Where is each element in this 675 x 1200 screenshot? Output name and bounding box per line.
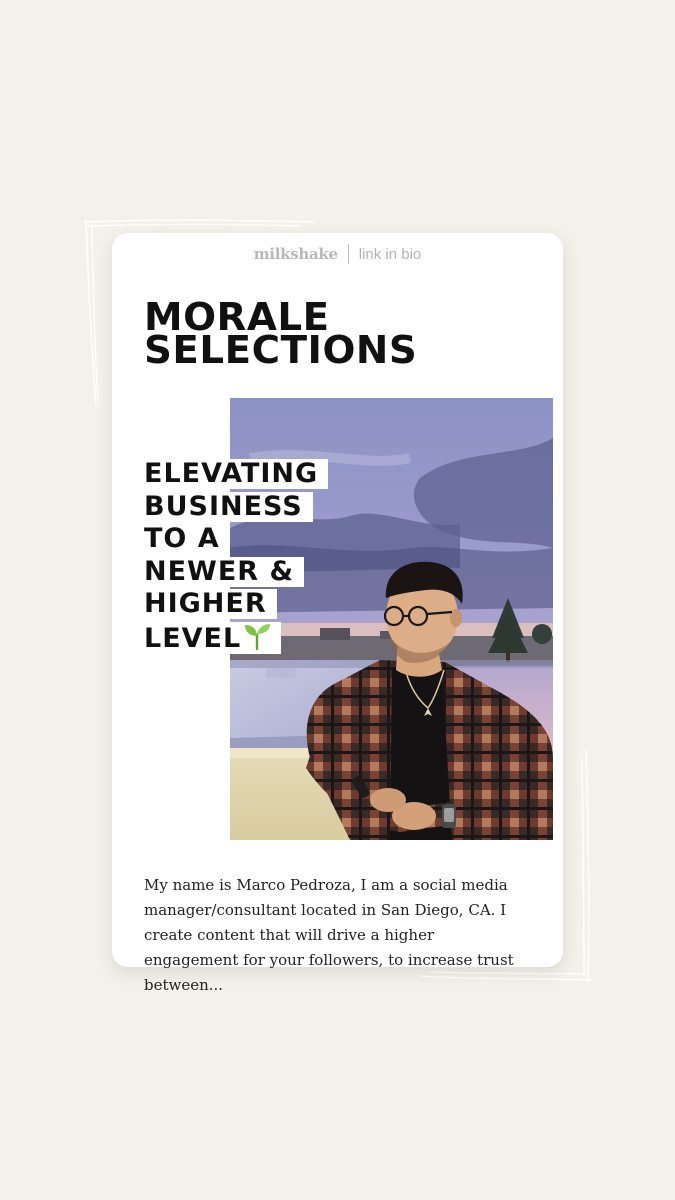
headline-line-6-wrap [144, 622, 281, 654]
headline-line-5: HIGHER [144, 589, 277, 619]
header-divider [348, 244, 349, 264]
profile-title [144, 295, 418, 372]
headline-line-6: LEVEL [144, 622, 242, 654]
bio-text: My name is Marco Pedroza, I am a social media manager/consultant located in San Diego, CA. I create content that will drive a higher engagement for your followers, to increase trust between... [144, 876, 514, 994]
title-line-2: SELECTIONS [144, 328, 418, 372]
headline-line-4: NEWER & [144, 557, 304, 587]
headline-line-2: BUSINESS [144, 492, 313, 522]
headline-line-1: ELEVATING [144, 459, 328, 489]
header-bar [112, 243, 563, 265]
brand-logo[interactable]: milkshake [253, 245, 338, 263]
headline-line-3: TO A [144, 524, 230, 554]
link-in-bio-card [112, 233, 563, 994]
seedling-icon [243, 622, 271, 650]
headline [144, 459, 328, 654]
title-line-1: MORALE [144, 295, 330, 339]
header-tagline: link in bio [358, 245, 422, 263]
